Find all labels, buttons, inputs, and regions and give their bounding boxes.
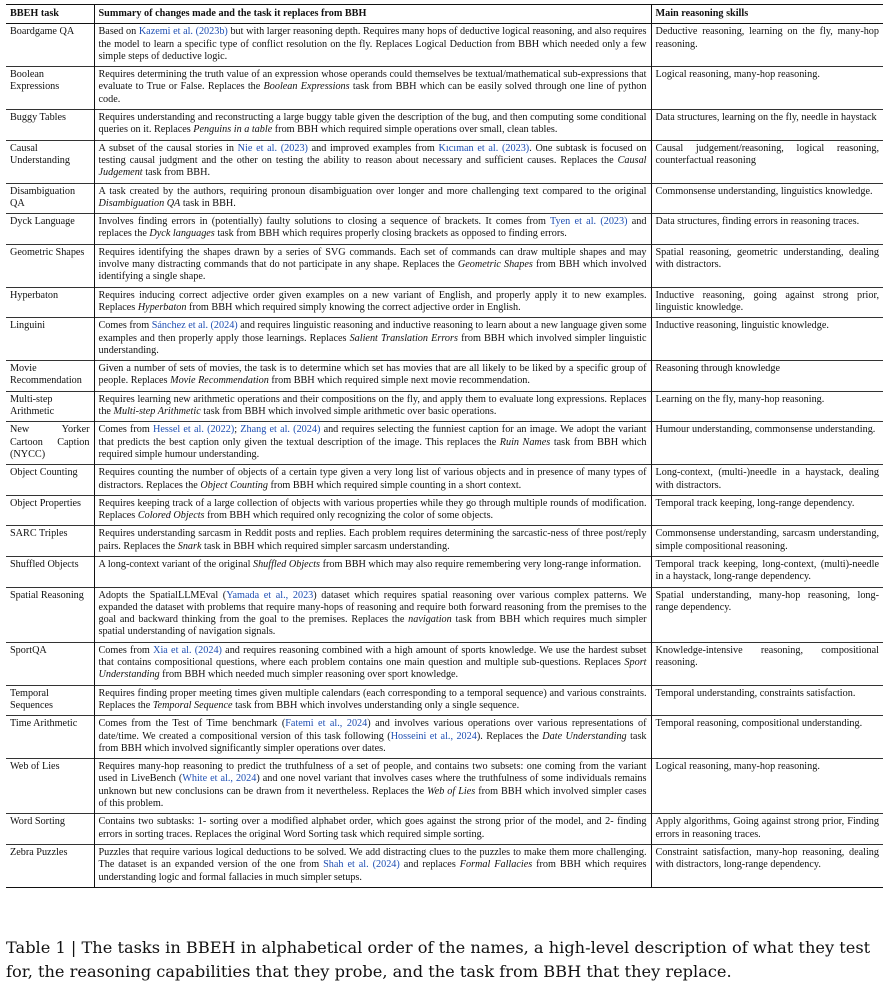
task-name-cell: SportQA bbox=[10, 644, 47, 656]
task-reference-text: navigation bbox=[408, 614, 452, 626]
summary-text: from BBH which required simple counting in a short context. bbox=[267, 479, 522, 491]
summary-cell bbox=[94, 244, 651, 287]
table-row bbox=[6, 318, 883, 361]
summary-cell bbox=[94, 526, 651, 557]
table-row bbox=[6, 495, 883, 526]
task-reference-text: Hyperbaton bbox=[137, 301, 187, 313]
summary-text: task in BBH. bbox=[180, 197, 236, 209]
skills-cell: Long-context, (multi-)needle in a haystack, dealing with distractors. bbox=[651, 465, 883, 496]
summary-text: and improved examples from bbox=[307, 142, 439, 154]
task-name-cell: Boolean Expressions bbox=[10, 69, 60, 93]
summary-text: and requires reasoning combined with a high amount of sports knowledge. We use the hardest subset that contains compositional questions, where each problem contains one main question and multiple sub-questions. Replaces bbox=[98, 644, 647, 669]
task-reference-text: Web of Lies bbox=[427, 785, 476, 797]
table-row bbox=[6, 844, 883, 887]
summary-cell bbox=[94, 24, 651, 67]
task-name-cell: Causal Understanding bbox=[10, 142, 70, 166]
table-row bbox=[6, 642, 883, 685]
summary-cell bbox=[94, 214, 651, 245]
summary-text: Requires counting the number of objects of a certain type given a very long list of various objects and in presence of many types of distractors. Replaces the bbox=[98, 467, 647, 491]
table-row bbox=[6, 183, 883, 214]
summary-text: task from BBH which requires properly closing brackets as opposed to finding errors. bbox=[214, 228, 567, 240]
summary-cell bbox=[94, 110, 651, 141]
summary-text: Requires learning new arithmetic operations and their compositions on the fly, and apply them to evaluate long expressions. Replaces the bbox=[98, 393, 647, 418]
summary-text: from BBH which involved simpler cases of this problem. bbox=[98, 785, 647, 810]
table-row bbox=[6, 814, 883, 845]
summary-cell bbox=[94, 759, 651, 814]
skills-cell: Temporal track keeping, long-range dependency. bbox=[651, 495, 883, 526]
task-name-cell: Shuffled Objects bbox=[10, 558, 79, 570]
skills-cell: Commonsense understanding, linguistics knowledge. bbox=[651, 183, 883, 214]
task-reference-text: Object Counting bbox=[200, 479, 268, 491]
table-row bbox=[6, 140, 883, 183]
summary-text: Requires keeping track of a large collection of objects with various properties while they go through multiple rounds of modification. Replaces bbox=[98, 497, 647, 522]
summary-text: from BBH which required only recognizing the color of some objects. bbox=[204, 510, 494, 522]
task-name-cell: Object Counting bbox=[10, 467, 78, 479]
header-summary: Summary of changes made and the task it replaces from BBH bbox=[94, 5, 651, 24]
summary-text: Comes from bbox=[98, 320, 152, 332]
summary-text: and requires selecting the funniest caption for an image. We adopt the variant that predicts the best caption only given the textual description of the image. This replaces the bbox=[98, 424, 647, 448]
citation-text: Sánchez et al. (2024) bbox=[151, 320, 238, 332]
task-reference-text: Shuffled Objects bbox=[252, 558, 321, 570]
citation-text: Zhang et al. (2024) bbox=[240, 424, 321, 436]
summary-cell bbox=[94, 422, 651, 465]
skills-cell: Spatial understanding, many-hop reasoning, long-range dependency. bbox=[651, 587, 883, 642]
summary-text: Comes from the Test of Time benchmark ( bbox=[98, 718, 286, 730]
table-row bbox=[6, 361, 883, 392]
task-name-cell: Linguini bbox=[10, 320, 46, 332]
summary-text: task in BBH which required simpler sarcasm understanding. bbox=[201, 540, 450, 552]
summary-cell bbox=[94, 318, 651, 361]
summary-text: ; bbox=[234, 424, 241, 436]
table-header bbox=[6, 5, 883, 24]
summary-text: Requires identifying the shapes drawn by a series of SVG commands. Each set of commands can draw multiple shapes and may involve many distracting commands that do not participate in any shape. Replaces the bbox=[98, 246, 647, 271]
skills-cell: Temporal understanding, constraints satisfaction. bbox=[651, 685, 883, 716]
summary-text: task from BBH which requires much simpler spatial understanding of navigation signals. bbox=[98, 614, 647, 638]
summary-cell bbox=[94, 465, 651, 496]
table-row bbox=[6, 24, 883, 67]
skills-cell: Inductive reasoning, going against strong prior, linguistic knowledge. bbox=[651, 287, 883, 318]
task-name-cell: Spatial Reasoning bbox=[10, 589, 84, 601]
citation-text: Hessel et al. (2022) bbox=[153, 424, 235, 436]
skills-cell: Logical reasoning, many-hop reasoning. bbox=[651, 67, 883, 110]
task-reference-text: Penguins in a table bbox=[193, 124, 273, 136]
summary-text: Comes from bbox=[98, 424, 154, 436]
skills-cell: Temporal reasoning, compositional understanding. bbox=[651, 716, 883, 759]
skills-cell: Constraint satisfaction, many-hop reasoning, dealing with distractors, long-range dependency. bbox=[651, 844, 883, 887]
summary-text: A subset of the causal stories in bbox=[98, 142, 238, 154]
table-row bbox=[6, 391, 883, 422]
summary-cell bbox=[94, 685, 651, 716]
skills-cell: Inductive reasoning, linguistic knowledge. bbox=[651, 318, 883, 361]
citation-text: Kıcıman et al. (2023) bbox=[438, 142, 530, 154]
task-name-cell: Temporal Sequences bbox=[10, 687, 53, 711]
summary-cell bbox=[94, 716, 651, 759]
table-caption: Table 1 | The tasks in BBEH in alphabetical order of the names, a high-level description of what they test for, the reasoning capabilities that they probe, and the task from BBH that they replace. bbox=[6, 938, 871, 981]
task-reference-text: Salient Translation Errors bbox=[349, 332, 458, 344]
skills-cell: Reasoning through knowledge bbox=[651, 361, 883, 392]
header-task: BBEH task bbox=[10, 8, 59, 19]
summary-text: Based on bbox=[98, 26, 139, 38]
task-reference-text: Geometric Shapes bbox=[457, 259, 533, 271]
summary-text: and requires linguistic reasoning and inductive reasoning to learn about a new language given some examples and then properly apply those learnings. Replaces bbox=[98, 320, 647, 344]
table-row bbox=[6, 110, 883, 141]
header-skills: Main reasoning skills bbox=[651, 5, 883, 24]
summary-text: task from BBH which involves understanding only a single sequence. bbox=[232, 699, 520, 711]
task-reference-text: Dyck languages bbox=[149, 228, 215, 240]
skills-cell: Data structures, learning on the fly, needle in haystack bbox=[651, 110, 883, 141]
summary-text: ). Replaces the bbox=[476, 730, 543, 742]
task-name-cell: Boardgame QA bbox=[10, 26, 75, 38]
summary-text: Involves finding errors in (potentially) faulty solutions to closing a sequence of brackets. It comes from bbox=[98, 216, 551, 228]
summary-text: task from BBH which involved significantly simpler operations over dates. bbox=[98, 730, 647, 754]
summary-text: A task created by the authors, requiring pronoun disambiguation over longer and more challenging text compared to the original bbox=[98, 185, 647, 197]
summary-cell bbox=[94, 391, 651, 422]
summary-text: Comes from bbox=[98, 644, 154, 656]
summary-text: ) and one novel variant that involves cases where the truthfulness of some individuals remains unknown but new conclusions can be drawn from it nevertheless. Replaces the bbox=[98, 773, 647, 797]
table-row bbox=[6, 556, 883, 587]
task-name-cell: Dyck Language bbox=[10, 216, 75, 228]
task-reference-text: Multi-step Arithmetic bbox=[113, 406, 201, 418]
task-name-cell: Object Properties bbox=[10, 497, 82, 509]
summary-text: and replaces the bbox=[98, 216, 647, 240]
citation-text: Fatemi et al., 2024 bbox=[285, 718, 368, 730]
summary-text: Requires finding proper meeting times given multiple calendars (each corresponding to a temporal sequence) and various constraints. Replaces the bbox=[98, 687, 647, 711]
summary-text: task from BBH which involved simple arithmetic over basic operations. bbox=[200, 406, 497, 418]
summary-text: Contains two subtasks: 1- sorting over a modified alphabet order, which goes against the strong prior of the model, and 2- finding errors in sorting traces. Replaces the original Word Sorting task which required simple sorting. bbox=[98, 816, 647, 840]
citation-text: Xia et al. (2024) bbox=[153, 644, 222, 656]
task-reference-text: Sport Understanding bbox=[98, 657, 647, 681]
skills-cell: Data structures, finding errors in reasoning traces. bbox=[651, 214, 883, 245]
summary-text: from BBH which requires understanding logic and formal fallacies in much simpler setups. bbox=[98, 859, 647, 883]
task-reference-text: Movie Recommendation bbox=[170, 375, 269, 387]
table-row bbox=[6, 287, 883, 318]
summary-text: Requires understanding sarcasm in Reddit posts and replies. Each problem requires determining the sarcastic-ness of three post/reply pairs. Replaces the bbox=[98, 528, 647, 552]
task-name-cell: Geometric Shapes bbox=[10, 246, 85, 258]
task-reference-text: Snark bbox=[177, 540, 202, 552]
task-name-cell: SARC Triples bbox=[10, 528, 68, 540]
summary-text: from BBH which involved identifying a single shape. bbox=[98, 259, 647, 283]
task-reference-text: Formal Fallacies bbox=[459, 859, 533, 871]
summary-text: task from BBH. bbox=[142, 167, 210, 179]
task-name-cell: Word Sorting bbox=[10, 816, 65, 828]
citation-text: Nie et al. (2023) bbox=[237, 142, 308, 154]
table-row bbox=[6, 759, 883, 814]
skills-cell: Deductive reasoning, learning on the fly, many-hop reasoning. bbox=[651, 24, 883, 67]
skills-cell: Temporal track keeping, long-context, (multi)-needle in a haystack, long-range dependency. bbox=[651, 556, 883, 587]
task-reference-text: Ruin Names bbox=[499, 436, 551, 448]
task-name-cell: Disambiguation QA bbox=[10, 185, 76, 209]
summary-text: Given a number of sets of movies, the task is to determine which set has movies that are all likely to be liked by a specific group of people. Replaces bbox=[98, 363, 647, 387]
table-row bbox=[6, 422, 883, 465]
task-reference-text: Disambiguation QA bbox=[98, 197, 181, 209]
task-name-cell: Zebra Puzzles bbox=[10, 846, 68, 858]
skills-cell: Causal judgement/reasoning, logical reasoning, counterfactual reasoning bbox=[651, 140, 883, 183]
summary-cell bbox=[94, 140, 651, 183]
summary-cell bbox=[94, 556, 651, 587]
summary-text: and replaces bbox=[399, 859, 460, 871]
summary-cell bbox=[94, 361, 651, 392]
task-reference-text: Temporal Sequence bbox=[152, 699, 233, 711]
task-name-cell: Time Arithmetic bbox=[10, 718, 78, 730]
skills-cell: Learning on the fly, many-hop reasoning. bbox=[651, 391, 883, 422]
summary-cell bbox=[94, 587, 651, 642]
summary-cell bbox=[94, 67, 651, 110]
task-reference-text: Causal Judgement bbox=[98, 154, 647, 179]
tasks-table bbox=[6, 4, 883, 888]
table-row bbox=[6, 587, 883, 642]
summary-text: Requires inducing correct adjective order given examples on a new variant of English, and properly apply it to new examples. Replaces bbox=[98, 289, 647, 313]
citation-text: Shah et al. (2024) bbox=[323, 859, 400, 871]
summary-text: ) dataset which requires spatial reasoning over various complex patterns. We expanded the dataset with problems that require many-hops of reasoning and require both forward reasoning from the premises to the goal and backward thinking from the goal to the premises. Replaces the bbox=[98, 589, 647, 626]
citation-text: White et al., 2024 bbox=[182, 773, 257, 785]
skills-cell: Knowledge-intensive reasoning, compositional reasoning. bbox=[651, 642, 883, 685]
summary-text: Requires many-hop reasoning to predict the truthfulness of a set of people, and contains two subsets: one coming from the variant used in LiveBench ( bbox=[98, 761, 647, 785]
skills-cell: Humour understanding, commonsense understanding. bbox=[651, 422, 883, 465]
summary-text: A long-context variant of the original bbox=[98, 558, 253, 570]
summary-text: from BBH which required simply knowing the correct adjective order in English. bbox=[186, 301, 521, 313]
summary-text: from BBH which may also require remembering very long-range information. bbox=[320, 558, 642, 570]
citation-text: Yamada et al., 2023 bbox=[226, 589, 314, 601]
summary-text: Puzzles that require various logical deductions to be solved. We add distracting clues to the puzzles to make them more challenging. The dataset is an expanded version of the one from bbox=[98, 846, 647, 871]
table-row bbox=[6, 716, 883, 759]
task-reference-text: Colored Objects bbox=[137, 510, 205, 522]
summary-text: Adopts the SpatialLLMEval ( bbox=[98, 589, 227, 601]
summary-text: but with larger reasoning depth. Requires many hops of deductive logical reasoning, and also requires the model to learn a specific type of conflict resolution on the fly. Replaces Logical Deduction from BBH which needed only a few simple steps of deductive logic. bbox=[98, 26, 647, 62]
table-row bbox=[6, 67, 883, 110]
summary-text: . One subtask is focused on testing causal judgment and the other on testing the ability to reason about necessary and sufficient causes. Replaces the bbox=[98, 142, 647, 166]
task-reference-text: Boolean Expressions bbox=[263, 81, 350, 93]
summary-cell bbox=[94, 495, 651, 526]
table-row bbox=[6, 685, 883, 716]
summary-text: from BBH which required simple next movie recommendation. bbox=[268, 375, 530, 387]
skills-cell: Apply algorithms, Going against strong prior, Finding errors in reasoning traces. bbox=[651, 814, 883, 845]
summary-text: task from BBH which can be easily solved through one line of python code. bbox=[98, 81, 647, 105]
summary-text: Requires understanding and reconstructing a large buggy table given the description of the bug, and then computing some conditional queries on it. Replaces bbox=[98, 112, 647, 136]
summary-cell bbox=[94, 844, 651, 887]
skills-cell: Logical reasoning, many-hop reasoning. bbox=[651, 759, 883, 814]
task-name-cell: New Yorker Cartoon Caption (NYCC) bbox=[10, 424, 90, 460]
tasks-table-container bbox=[6, 4, 883, 888]
summary-text: task from BBH which required simple humour understanding. bbox=[98, 436, 647, 460]
summary-text: Requires determining the truth value of an expression whose operands could themselves be textual/mathematical sub-expressions that evaluate to True or False. Replaces the bbox=[98, 69, 647, 93]
citation-text: Kazemi et al. (2023b) bbox=[138, 26, 228, 38]
task-name-cell: Web of Lies bbox=[10, 761, 60, 773]
summary-cell bbox=[94, 183, 651, 214]
skills-cell: Spatial reasoning, geometric understanding, dealing with distractors. bbox=[651, 244, 883, 287]
table-row bbox=[6, 214, 883, 245]
citation-text: Hosseini et al., 2024 bbox=[390, 730, 477, 742]
summary-text: from BBH which required simple operations over small, clean tables. bbox=[272, 124, 558, 136]
summary-cell bbox=[94, 814, 651, 845]
task-reference-text: Date Understanding bbox=[542, 730, 627, 742]
summary-cell bbox=[94, 642, 651, 685]
table-body bbox=[6, 24, 883, 888]
header-row bbox=[6, 5, 883, 24]
citation-text: Tyen et al. (2023) bbox=[550, 216, 628, 228]
table-row bbox=[6, 465, 883, 496]
task-name-cell: Hyperbaton bbox=[10, 289, 59, 301]
skills-cell: Commonsense understanding, sarcasm understanding, simple compositional reasoning. bbox=[651, 526, 883, 557]
summary-text: from BBH which needed much simpler reasoning over sport knowledge. bbox=[159, 669, 459, 681]
summary-cell bbox=[94, 287, 651, 318]
task-name-cell: Multi-step Arithmetic bbox=[10, 393, 55, 418]
table-row bbox=[6, 244, 883, 287]
summary-text: from BBH which involved simpler linguistic understanding. bbox=[98, 332, 647, 356]
summary-text: ) and involves various operations over various representations of date/time. We created a compositional version of this task following ( bbox=[98, 718, 647, 742]
table-row bbox=[6, 526, 883, 557]
task-name-cell: Movie Recommendation bbox=[10, 363, 82, 387]
task-name-cell: Buggy Tables bbox=[10, 112, 66, 124]
